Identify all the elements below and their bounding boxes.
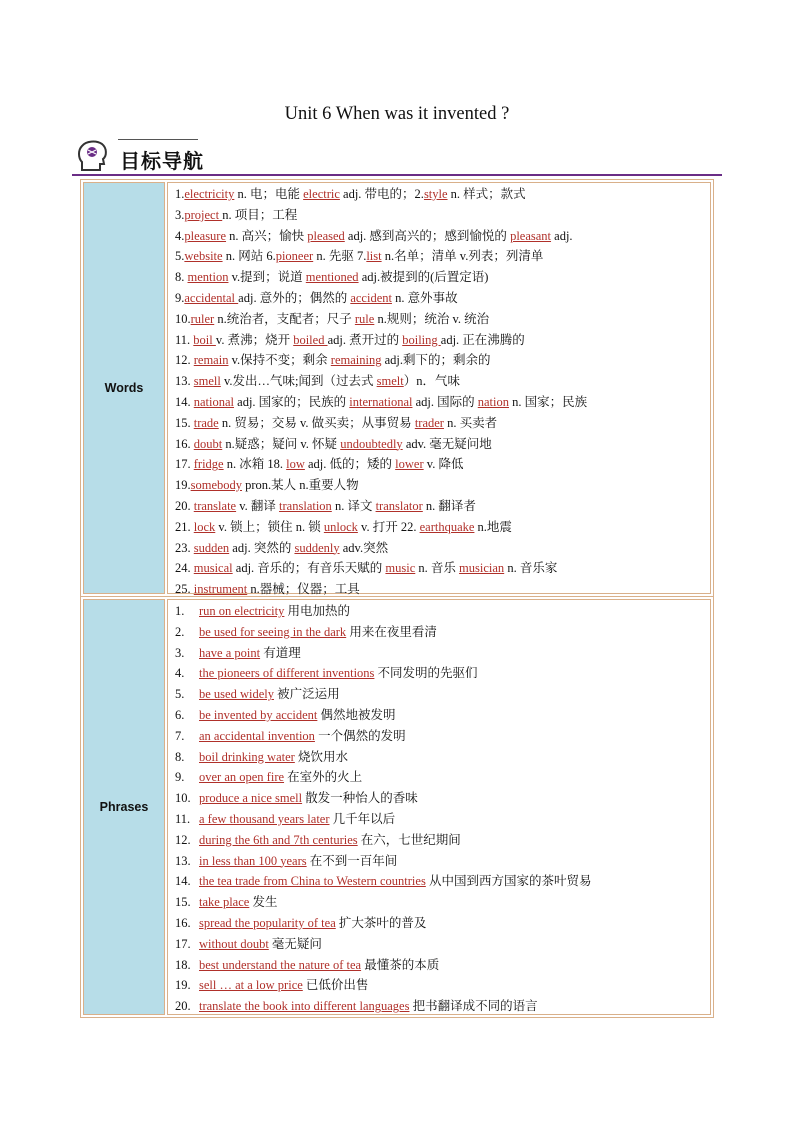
phrase-translation: 已低价出售 <box>302 978 369 993</box>
answer-word: earthquake <box>419 519 475 534</box>
phrase-number: 12. <box>175 832 191 847</box>
phrase-number: 19. <box>175 978 191 993</box>
word-line <box>175 498 476 514</box>
word-text: adj. <box>551 228 573 243</box>
phrase-answer: over an open fire <box>199 770 285 785</box>
word-text: n.疑惑；疑问 v. 怀疑 <box>222 436 341 451</box>
phrase-translation: 几千年以后 <box>329 812 396 826</box>
phrase-line <box>175 686 340 702</box>
phrase-answer: boil drinking water <box>199 749 295 764</box>
words-table <box>80 179 714 597</box>
phrase-answer: translate the book into different languages <box>199 999 410 1014</box>
phrase-answer: sell … at a low price <box>199 978 303 993</box>
answer-word: translator <box>375 499 423 513</box>
phrase-answer: be invented by accident <box>199 708 318 722</box>
word-text: n.名单；清单 v.列表；列清单 <box>381 249 544 264</box>
word-line <box>175 228 573 244</box>
word-text: v.发出…气味;闻到（过去式 <box>220 374 377 389</box>
phrase-translation: 烧饮用水 <box>294 749 348 764</box>
phrase-answer: run on electricity <box>199 604 285 618</box>
phrase-translation: 不同发明的先驱们 <box>374 666 478 681</box>
phrase-line <box>175 749 348 765</box>
phrase-line <box>175 769 362 785</box>
word-text: adj. 音乐的；有音乐天赋的 <box>232 561 386 576</box>
phrase-answer: without doubt <box>199 936 269 951</box>
phrase-line <box>175 853 397 869</box>
word-text: adj. 突然的 <box>229 540 295 555</box>
phrase-line <box>175 957 439 973</box>
phrase-translation: 在六，七世纪期间 <box>357 832 461 847</box>
answer-word: doubt <box>193 436 223 451</box>
word-text: 21. <box>175 519 194 534</box>
word-line <box>175 352 491 368</box>
phrase-line <box>175 665 478 681</box>
phrase-answer: best understand the nature of tea <box>199 957 362 972</box>
answer-word: mention <box>187 270 229 285</box>
word-text: n.器械；仪器；工具 <box>247 582 360 597</box>
phrase-answer: produce a nice smell <box>199 791 303 806</box>
word-line <box>175 290 458 306</box>
answer-word: pleased <box>307 228 345 243</box>
answer-word: low <box>286 457 305 472</box>
answer-word: instrument <box>193 582 248 597</box>
phrases-label: Phrases <box>99 800 149 814</box>
phrase-answer: in less than 100 years <box>199 853 307 868</box>
phrase-line <box>175 645 301 661</box>
answer-word: style <box>423 187 448 201</box>
answer-word: smell <box>193 374 221 389</box>
word-text: adj. 意外的；偶然的 <box>238 291 351 305</box>
phrase-answer: the tea trade from China to Western countries <box>199 874 426 889</box>
word-line <box>175 186 526 202</box>
phrase-line <box>175 832 461 848</box>
word-text: n. 项目；工程 <box>222 207 298 222</box>
word-line <box>175 394 587 410</box>
answer-word: electricity <box>184 187 235 201</box>
answer-word: electric <box>303 187 340 201</box>
phrase-number: 11. <box>175 812 191 826</box>
phrase-line <box>175 624 437 640</box>
word-text: n. 意外事故 <box>391 291 458 305</box>
word-text: 19. <box>175 478 191 493</box>
word-text: adj. 低的；矮的 <box>304 457 396 472</box>
word-text: n.规则；统治 v. 统治 <box>374 311 490 326</box>
page-title: Unit 6 When was it invented ? <box>284 104 510 124</box>
word-text: 4. <box>175 228 185 243</box>
phrase-answer: during the 6th and 7th centuries <box>199 832 358 847</box>
phrase-translation: 把书翻译成不同的语言 <box>409 999 538 1014</box>
phrase-number: 2. <box>175 624 185 639</box>
section-header: 目标导航 <box>120 149 204 173</box>
word-text: adj. 国际的 <box>412 395 478 409</box>
answer-word: trade <box>193 415 219 430</box>
word-text: adj.剩下的；剩余的 <box>381 353 491 368</box>
word-text: 11. <box>175 332 194 347</box>
word-text: v. 煮沸；烧开 <box>215 332 294 347</box>
phrase-translation: 用来在夜里看清 <box>346 624 437 639</box>
answer-word: boil <box>193 332 216 347</box>
answer-word: ruler <box>190 311 215 326</box>
word-text: adj. 正在沸腾的 <box>440 332 525 347</box>
answer-word: remaining <box>330 353 382 368</box>
phrase-answer: a few thousand years later <box>199 812 330 826</box>
phrase-number: 17. <box>175 936 191 951</box>
word-text: v.保持不变；剩余 <box>228 353 331 368</box>
header-top-line <box>118 139 198 140</box>
phrase-translation: 在室外的火上 <box>284 770 363 785</box>
phrase-number: 18. <box>175 957 191 972</box>
word-text: n. 译文 <box>331 499 376 513</box>
phrase-translation: 用电加热的 <box>284 604 351 618</box>
word-text: 3. <box>175 207 185 222</box>
phrase-answer: be used for seeing in the dark <box>199 624 347 639</box>
phrase-number: 14. <box>175 874 191 889</box>
answer-word: trader <box>414 415 444 430</box>
word-text: n. 网站 6. <box>222 249 276 264</box>
word-text: 25. <box>175 582 194 597</box>
answer-word: smelt <box>376 374 404 389</box>
word-line <box>175 519 512 535</box>
word-text: v. 锁上；锁住 n. 锁 <box>215 519 324 534</box>
phrases-table <box>80 597 714 1018</box>
word-line <box>175 248 543 264</box>
word-text: n. 电；电能 <box>234 187 304 201</box>
word-line <box>175 415 497 431</box>
phrases-content-cell <box>167 599 711 1015</box>
phrase-translation: 发生 <box>249 895 278 910</box>
answer-word: accident <box>350 291 392 305</box>
phrase-line <box>175 728 406 744</box>
phrase-translation: 散发一种怡人的香味 <box>302 791 418 806</box>
answer-word: pleasure <box>184 228 227 243</box>
word-text: n. 高兴；愉快 <box>226 228 308 243</box>
answer-word: suddenly <box>294 540 340 555</box>
word-text: 8. <box>175 270 188 285</box>
phrase-number: 4. <box>175 666 185 681</box>
word-line <box>175 373 460 389</box>
header-bottom-line <box>72 174 722 176</box>
answer-word: pleasant <box>510 228 552 243</box>
phrase-number: 7. <box>175 728 185 743</box>
phrase-number: 9. <box>175 770 185 785</box>
word-text: 23. <box>175 540 194 555</box>
phrase-line <box>175 811 395 827</box>
phrase-translation: 一个偶然的发明 <box>314 728 406 743</box>
word-text: n. 音乐家 <box>504 561 558 576</box>
phrase-translation: 最懂茶的本质 <box>361 957 440 972</box>
answer-word: rule <box>354 311 375 326</box>
word-text: 17. <box>175 457 194 472</box>
answer-word: unlock <box>323 519 358 534</box>
word-text: v. 翻译 <box>236 499 280 513</box>
phrase-answer: an accidental invention <box>199 728 315 743</box>
phrase-line <box>175 894 277 910</box>
phrase-number: 10. <box>175 791 191 806</box>
answer-word: undoubtedly <box>340 436 403 451</box>
answer-word: mentioned <box>305 270 359 285</box>
word-text: 24. <box>175 561 194 576</box>
word-text: n. 翻译者 <box>422 499 476 513</box>
word-text: 15. <box>175 415 194 430</box>
phrase-translation: 在不到一百年间 <box>306 853 398 868</box>
word-line <box>175 311 489 327</box>
answer-word: boiling <box>402 332 441 347</box>
word-text: adj. 国家的；民族的 <box>234 395 350 409</box>
word-text: 1. <box>175 187 185 201</box>
word-line <box>175 207 297 223</box>
phrase-line <box>175 873 591 889</box>
phrase-line <box>175 707 396 723</box>
phrase-answer: take place <box>199 895 250 910</box>
word-line <box>175 540 388 556</box>
word-text: n. 冰箱 18. <box>223 457 287 472</box>
word-text: n.地震 <box>474 519 512 534</box>
phrase-number: 20. <box>175 999 191 1014</box>
word-text: v. 降低 <box>423 457 464 472</box>
word-text: v. 打开 22. <box>357 519 420 534</box>
word-line <box>175 436 492 452</box>
phrase-number: 6. <box>175 708 185 722</box>
word-text: 16. <box>175 436 194 451</box>
answer-word: fridge <box>193 457 224 472</box>
phrase-line <box>175 977 368 993</box>
words-label-cell <box>83 182 165 594</box>
word-text: ）n．气味 <box>403 374 460 389</box>
phrase-number: 5. <box>175 687 185 702</box>
word-text: n. 样式；款式 <box>447 187 526 201</box>
word-text: v.提到；说道 <box>228 270 306 285</box>
answer-word: pioneer <box>275 249 314 264</box>
answer-word: national <box>193 395 235 409</box>
word-line <box>175 269 488 285</box>
answer-word: list <box>366 249 382 264</box>
phrase-number: 3. <box>175 645 185 660</box>
word-text: 13. <box>175 374 194 389</box>
word-text: adj. 感到高兴的；感到愉悦的 <box>344 228 511 243</box>
answer-word: translate <box>193 499 237 513</box>
word-text: n.统治者，支配者；尺子 <box>214 311 355 326</box>
answer-word: sudden <box>193 540 230 555</box>
phrase-translation: 从中国到西方国家的茶叶贸易 <box>425 874 592 889</box>
answer-word: musical <box>193 561 233 576</box>
word-text: adv. 毫无疑问地 <box>402 436 492 451</box>
words-label: Words <box>104 381 144 395</box>
head-book-icon <box>76 138 110 174</box>
word-line <box>175 332 525 348</box>
phrase-line <box>175 915 426 931</box>
word-line <box>175 477 359 493</box>
phrase-number: 8. <box>175 749 185 764</box>
phrase-translation: 偶然地被发明 <box>317 708 396 722</box>
answer-word: project <box>184 207 223 222</box>
word-text: adj. 带电的；2. <box>339 187 424 201</box>
words-content-cell <box>167 182 711 597</box>
phrases-label-cell <box>83 599 165 1015</box>
word-text: 20. <box>175 499 194 513</box>
phrase-answer: the pioneers of different inventions <box>199 666 375 681</box>
word-text: adv.突然 <box>339 540 389 555</box>
answer-word: somebody <box>190 478 243 493</box>
answer-word: lock <box>193 519 216 534</box>
answer-word: website <box>184 249 223 264</box>
word-text: n. 国家；民族 <box>509 395 588 409</box>
answer-word: music <box>385 561 416 576</box>
phrase-translation: 被广泛运用 <box>273 687 340 702</box>
word-text: n. 买卖者 <box>443 415 498 430</box>
word-text: n. 先驱 7. <box>313 249 367 264</box>
phrase-translation: 毫无疑问 <box>268 936 322 951</box>
phrase-number: 16. <box>175 916 191 930</box>
answer-word: musician <box>459 561 505 576</box>
word-line <box>175 560 557 576</box>
phrase-line <box>175 936 322 952</box>
phrase-number: 15. <box>175 895 191 910</box>
phrase-answer: be used widely <box>199 687 274 702</box>
phrase-line <box>175 790 418 806</box>
word-text: 10. <box>175 311 191 326</box>
word-text: 12. <box>175 353 194 368</box>
answer-word: nation <box>477 395 509 409</box>
phrase-line <box>175 603 350 619</box>
phrase-number: 13. <box>175 853 191 868</box>
phrase-translation: 有道理 <box>260 645 301 660</box>
phrase-answer: have a point <box>199 645 261 660</box>
word-text: 5. <box>175 249 185 264</box>
phrase-translation: 扩大茶叶的普及 <box>335 916 427 930</box>
word-text: n. 音乐 <box>415 561 460 576</box>
word-text: adj. 煮开过的 <box>327 332 403 347</box>
word-text: 14. <box>175 395 194 409</box>
word-text: adj.被提到的(后置定语) <box>358 270 489 285</box>
word-text: pron.某人 n.重要人物 <box>242 478 359 493</box>
phrase-answer: spread the popularity of tea <box>199 916 336 930</box>
phrase-number: 1. <box>175 604 185 618</box>
answer-word: international <box>349 395 413 409</box>
answer-word: boiled <box>293 332 328 347</box>
answer-word: accidental <box>184 291 239 305</box>
answer-word: remain <box>193 353 229 368</box>
phrase-line <box>175 998 538 1014</box>
word-text: 9. <box>175 291 185 305</box>
word-text: n. 贸易；交易 v. 做买卖；从事贸易 <box>218 415 415 430</box>
word-line <box>175 456 463 472</box>
answer-word: translation <box>279 499 332 513</box>
answer-word: lower <box>395 457 424 472</box>
word-line <box>175 581 360 597</box>
